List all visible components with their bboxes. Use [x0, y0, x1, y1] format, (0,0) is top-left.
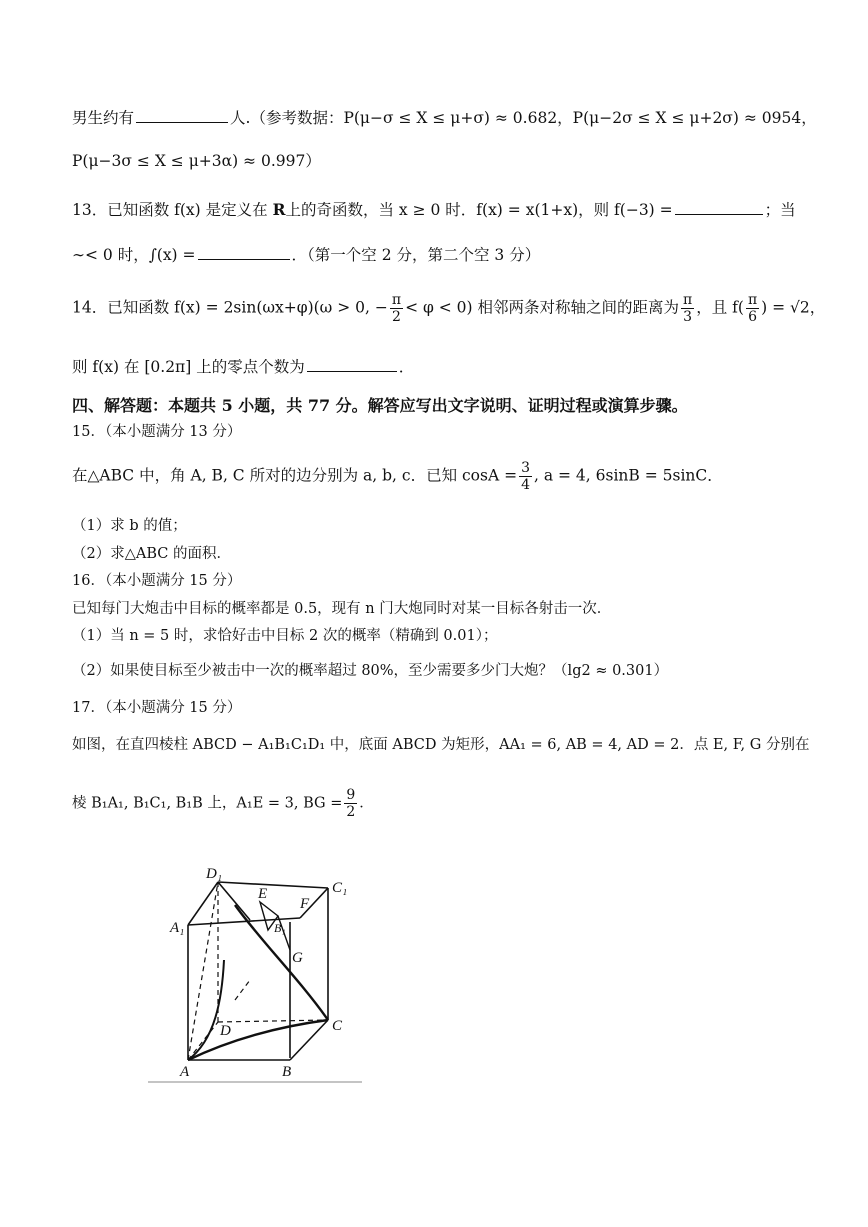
label-D: D	[220, 1023, 231, 1039]
label-A1: A₁	[170, 920, 185, 936]
answer-blank[interactable]	[136, 108, 228, 123]
edge-D1C1	[218, 882, 328, 888]
section-heading: 四、解答题：本题共 5 小题，共 77 分。解答应写出文字说明、证明过程或演算步骤。	[72, 396, 688, 415]
text: , a = 4, 6sinB = 5sinC．	[534, 466, 723, 485]
text: ) = √2，	[761, 298, 826, 317]
text: < φ < 0) 相邻两条对称轴之间的距离为	[405, 298, 680, 317]
label-C: C	[332, 1018, 343, 1034]
hidden-mark	[235, 980, 250, 1000]
numerator: π	[391, 292, 402, 308]
question-17-title: 17．（本小题满分 15 分）	[72, 700, 242, 716]
question-16: 已知每门大炮击中目标的概率都是 0.5，现有 n 门大炮同时对某一目标各射击一次．	[72, 601, 612, 617]
numerator: π	[683, 292, 693, 308]
fraction	[519, 460, 532, 493]
question-15-part1: （1）求 b 的值；	[72, 518, 187, 534]
label-F: F	[300, 896, 310, 912]
label-D1: D₁	[206, 866, 223, 882]
line-male-count	[72, 108, 817, 128]
numerator: 9	[346, 787, 356, 803]
numerator: 3	[521, 460, 530, 476]
answer-blank[interactable]	[307, 357, 397, 372]
question-17: 如图，在直四棱柱 ABCD − A₁B₁C₁D₁ 中，底面 ABCD 为矩形，AA₁ = 6, AB = 4, AD = 2．点 E, F, G 分别在	[72, 737, 810, 753]
fraction	[746, 292, 759, 325]
answer-blank[interactable]	[198, 245, 290, 260]
text: 棱 B₁A₁, B₁C₁, B₁B 上，A₁E = 3, BG =	[72, 795, 343, 812]
denominator: 2	[392, 309, 401, 326]
text: 上的奇函数，当 x ≥ 0 时．f(x) = x(1+x)，则 f(−3) =	[285, 201, 673, 219]
question-16-title: 16．（本小题满分 15 分）	[72, 573, 242, 589]
label-A: A	[180, 1064, 190, 1080]
question-14-cont	[72, 357, 414, 377]
label-E: E	[258, 886, 268, 902]
prism-figure	[140, 860, 370, 1090]
text: ．（第一个空 2 分，第二个空 3 分）	[291, 246, 541, 264]
denominator: 4	[521, 477, 530, 494]
text-R: R	[272, 200, 286, 219]
text: ；当	[764, 201, 796, 219]
fraction	[344, 787, 357, 820]
denominator: 2	[346, 804, 356, 821]
denominator: 6	[748, 309, 758, 326]
text: P(μ−3σ ≤ X ≤ μ+3α) ≈ 0.997）	[72, 152, 321, 170]
denominator: 3	[683, 309, 693, 326]
text: 13．已知函数 f(x) 是定义在	[72, 201, 268, 219]
label-B1: B₁	[274, 921, 286, 935]
text: ∼< 0 时，∫(x) =	[72, 246, 196, 264]
question-13-cont	[72, 245, 540, 265]
text: 人.（参考数据：P(μ−σ ≤ X ≤ μ+σ) ≈ 0.682，P(μ−2σ ≤ X ≤ μ+2σ) ≈ 0954，	[230, 109, 817, 127]
text: 在△ABC 中，角 A, B, C 所对的边分别为 a, b, c．已知 cosA =	[72, 466, 518, 485]
text: ．	[398, 358, 415, 376]
edge-A1D1	[188, 882, 218, 925]
curve-AC	[188, 1020, 328, 1060]
question-16-part2: （2）如果使目标至少被击中一次的概率超过 80%，至少需要多少门大炮？（lg2 ≈ 0.301）	[72, 663, 669, 679]
label-C1: C₁	[332, 880, 348, 896]
label-B: B	[282, 1064, 292, 1080]
line-D1E	[218, 882, 250, 920]
numerator: π	[747, 292, 758, 308]
question-15	[72, 460, 723, 493]
answer-blank[interactable]	[675, 200, 763, 215]
text: ．	[359, 795, 374, 812]
text: ，且 f(	[696, 298, 744, 317]
text: 14．已知函数 f(x) = 2sin(ωx+φ)(ω > 0, −	[72, 298, 388, 317]
fraction	[681, 292, 694, 325]
label-G: G	[292, 950, 303, 966]
question-14	[72, 292, 825, 325]
text: 则 f(x) 在 [0.2π] 上的零点个数为	[72, 358, 305, 376]
question-16-part1: （1）当 n = 5 时，求恰好击中目标 2 次的概率（精确到 0.01）；	[72, 628, 498, 644]
text: 男生约有	[72, 109, 135, 127]
curve-AE	[188, 960, 224, 1060]
question-17-cont	[72, 787, 374, 820]
fraction	[390, 292, 403, 325]
question-15-part2: （2）求△ABC 的面积．	[72, 546, 231, 562]
line-reference-data	[72, 152, 321, 171]
question-13	[72, 200, 796, 220]
hidden-diag	[188, 882, 218, 1060]
question-15-title: 15．（本小题满分 13 分）	[72, 424, 242, 440]
